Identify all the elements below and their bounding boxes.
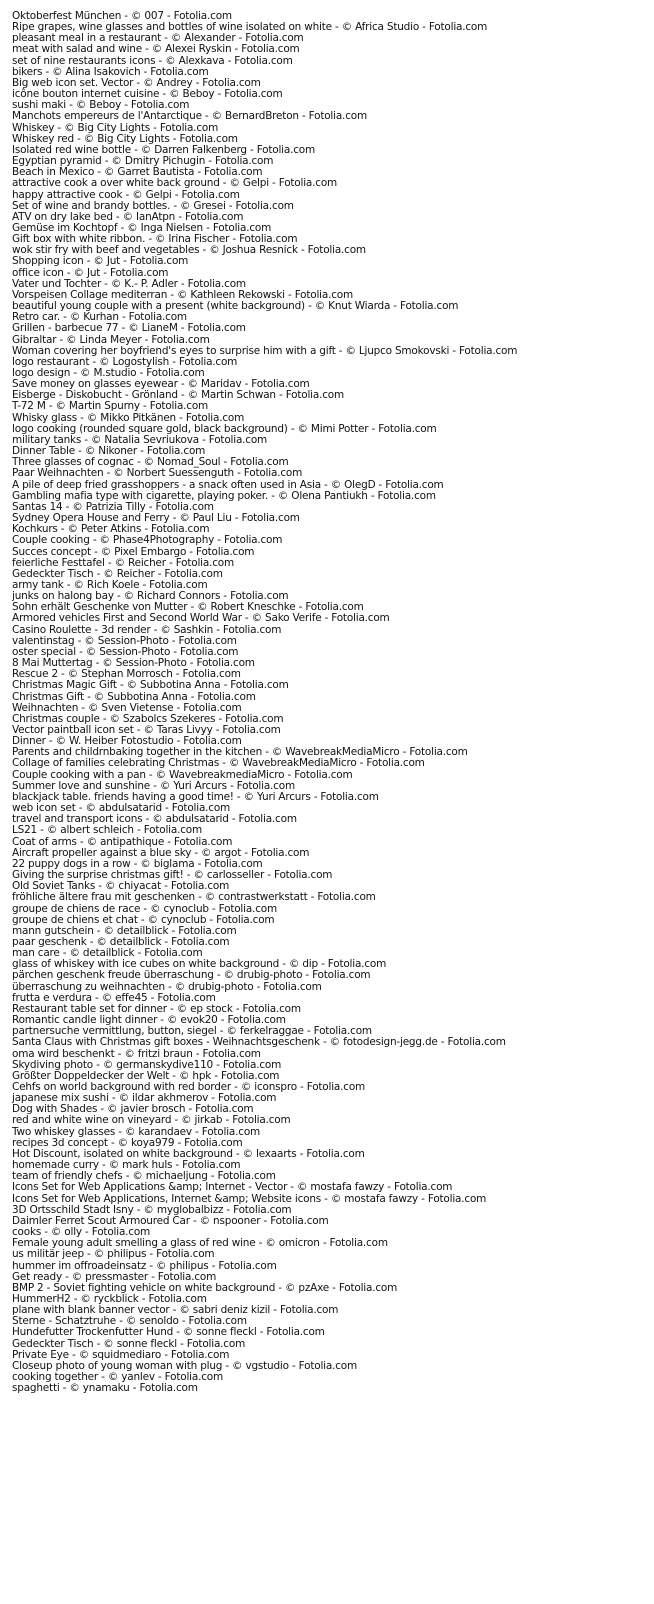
credit-line: Armored vehicles First and Second World War - © Sako Verife - Fotolia.com [12, 612, 390, 625]
credit-line: Grillen - barbecue 77 - © LianeM - Fotolia.com [12, 322, 246, 335]
credit-line: Santas 14 - © Patrizia Tilly - Fotolia.com [12, 500, 214, 513]
credit-line: Succes concept - © Pixel Embargo - Fotolia.com [12, 545, 255, 558]
credit-line: Rescue 2 - © Stephan Morrosch - Fotolia.com [12, 668, 241, 681]
credit-line: logo restaurant - © Logostylish - Fotolia.com [12, 355, 238, 368]
credit-line: plane with blank banner vector - © sabri deniz kizil - Fotolia.com [12, 1304, 339, 1317]
credit-line: frutta e verdura - © effe45 - Fotolia.com [12, 991, 216, 1004]
credit-line: Daimler Ferret Scout Armoured Car - © nspooner - Fotolia.com [12, 1214, 329, 1227]
credit-line: homemade curry - © mark huls - Fotolia.com [12, 1159, 241, 1172]
credit-line: sushi maki - © Beboy - Fotolia.com [12, 99, 190, 112]
credit-line: Vector paintball icon set - © Taras Livyy - Fotolia.com [12, 724, 281, 736]
credit-line: Kochkurs - © Peter Atkins - Fotolia.com [12, 523, 210, 536]
credit-line: happy attractive cook - © Gelpi - Fotolia.com [12, 188, 240, 201]
credit-line: Weihnachten - © Sven Vietense - Fotolia.com [12, 701, 242, 714]
credit-line: Gibraltar - © Linda Meyer - Fotolia.com [12, 333, 210, 346]
credit-line: Gedeckter Tisch - © Reicher - Fotolia.com [12, 567, 223, 580]
credit-line: wok stir fry with beef and vegetables - © Joshua Resnick - Fotolia.com [12, 244, 366, 257]
credit-line: fröhliche ältere frau mit geschenken - © contrastwerkstatt - Fotolia.com [12, 891, 376, 904]
credit-line: travel and transport icons - © abdulsatarid - Fotolia.com [12, 813, 297, 826]
credit-line: HummerH2 - © ryckblick - Fotolia.com [12, 1292, 207, 1305]
credit-line: Ripe grapes, wine glasses and bottles of wine isolated on white - © Africa Studio - Fotolia.com [12, 21, 488, 34]
credit-line: Parents and childrnbaking together in the kitchen - © WavebreakMediaMicro - Fotolia.com [12, 746, 468, 759]
credit-line: Manchots empereurs de l'Antarctique - © BernardBreton - Fotolia.com [12, 110, 367, 123]
credit-line: Gedeckter Tisch - © sonne fleckl - Fotolia.com [12, 1337, 246, 1350]
credit-line: glass of whiskey with ice cubes on white background - © dip - Fotolia.com [12, 958, 387, 971]
credit-line: Christmas Magic Gift - © Subbotina Anna - Fotolia.com [12, 679, 289, 692]
credit-line: icône bouton internet cuisine - © Beboy - Fotolia.com [12, 88, 283, 101]
credit-line: beautiful young couple with a present (white background) - © Knut Wiarda - Fotolia.com [12, 300, 459, 313]
credit-line: red and white wine on vineyard - © jirkab - Fotolia.com [12, 1114, 291, 1127]
credit-line: blackjack table. friends having a good time! - © Yuri Arcurs - Fotolia.com [12, 790, 379, 803]
credit-line: Gemüse im Kochtopf - © Inga Nielsen - Fotolia.com [12, 221, 272, 234]
credit-line: bikers - © Alina Isakovich - Fotolia.com [12, 65, 209, 78]
credit-line: Coat of arms - © antipathique - Fotolia.com [12, 835, 233, 848]
credit-line: Icons Set for Web Applications &amp; Internet - Vector - © mostafa fawzy - Fotolia.com [12, 1181, 453, 1194]
credit-line: Couple cooking - © Phase4Photography - Fotolia.com [12, 534, 283, 547]
credit-line: Vater und Tochter - © K.- P. Adler - Fotolia.com [12, 277, 246, 290]
credit-line: Old Soviet Tanks - © chiyacat - Fotolia.com [12, 880, 230, 893]
credit-line: oma wird beschenkt - © fritzi braun - Fotolia.com [12, 1047, 261, 1060]
credit-line: groupe de chiens et chat - © cynoclub - Fotolia.com [12, 913, 275, 926]
credit-line: office icon - © Jut - Fotolia.com [12, 266, 169, 279]
credit-line: Egyptian pyramid - © Dmitry Pichugin - Fotolia.com [12, 155, 274, 168]
credit-line: partnersuche vermittlung, button, siegel - © ferkelraggae - Fotolia.com [12, 1025, 372, 1038]
credit-line: meat with salad and wine - © Alexei Ryskin - Fotolia.com [12, 43, 300, 56]
credit-line: Aircraft propeller against a blue sky - © argot - Fotolia.com [12, 846, 310, 859]
credit-line: Set of wine and brandy bottles. - © Gresei - Fotolia.com [12, 199, 294, 212]
credit-line: set of nine restaurants icons - © Alexkava - Fotolia.com [12, 54, 293, 67]
credit-line: Giving the surprise christmas gift! - © carlosseller - Fotolia.com [12, 869, 333, 882]
credit-line: valentinstag - © Session-Photo - Fotolia.com [12, 634, 237, 647]
credit-line: Eisberge - Diskobucht - Grönland - © Martin Schwan - Fotolia.com [12, 389, 344, 402]
credit-line: Beach in Mexico - © Garret Bautista - Fotolia.com [12, 166, 263, 179]
credit-line: ATV on dry lake bed - © IanAtpn - Fotolia.com [12, 210, 244, 223]
credit-line: Retro car. - © Kurhan - Fotolia.com [12, 311, 187, 324]
credit-line: Whiskey - © Big City Lights - Fotolia.com [12, 121, 219, 134]
credit-line: Größter Doppeldecker der Welt - © hpk - Fotolia.com [12, 1069, 280, 1082]
credit-line: BMP 2 - Soviet fighting vehicle on white background - © pzAxe - Fotolia.com [12, 1281, 398, 1294]
credit-line: Oktoberfest München - © 007 - Fotolia.com [12, 10, 232, 22]
credit-line: Female young adult smelling a glass of red wine - © omicron - Fotolia.com [12, 1237, 388, 1250]
credit-line: Save money on glasses eyewear - © Maridav - Fotolia.com [12, 378, 310, 391]
credit-line: japanese mix sushi - © ildar akhmerov - Fotolia.com [12, 1092, 277, 1105]
credit-line: feierliche Festtafel - © Reicher - Fotolia.com [12, 556, 234, 569]
credit-line: Vorspeisen Collage mediterran - © Kathleen Rekowski - Fotolia.com [12, 288, 353, 301]
credit-line: cooks - © olly - Fotolia.com [12, 1226, 151, 1239]
credit-line: Collage of families celebrating Christmas - © WavebreakMediaMicro - Fotolia.com [12, 757, 425, 770]
credit-line: Sydney Opera House and Ferry - © Paul Liu - Fotolia.com [12, 512, 300, 525]
credit-line: junks on halong bay - © Richard Connors - Fotolia.com [12, 590, 289, 603]
credit-line: 3D Ortsschild Stadt Isny - © myglobalbizz - Fotolia.com [12, 1203, 292, 1216]
credit-line: Dog with Shades - © javier brosch - Fotolia.com [12, 1103, 254, 1116]
credit-line: Paar Weihnachten - © Norbert Suessenguth - Fotolia.com [12, 467, 303, 480]
credit-line: Hot Discount, isolated on white background - © lexaarts - Fotolia.com [12, 1147, 365, 1160]
credit-line: logo design - © M.studio - Fotolia.com [12, 367, 205, 379]
credit-line: spaghetti - © ynamaku - Fotolia.com [12, 1382, 198, 1395]
credit-line: Sohn erhält Geschenke von Mutter - © Robert Kneschke - Fotolia.com [12, 601, 364, 614]
credit-line: man care - © detailblick - Fotolia.com [12, 947, 203, 960]
credit-line: 8 Mai Muttertag - © Session-Photo - Fotolia.com [12, 657, 255, 670]
credit-line: LS21 - © albert schleich - Fotolia.com [12, 824, 202, 837]
credit-line: army tank - © Rich Koele - Fotolia.com [12, 578, 208, 591]
credit-line: Whiskey red - © Big City Lights - Fotolia.com [12, 132, 238, 145]
credit-line: groupe de chiens de race - © cynoclub - Fotolia.com [12, 902, 277, 915]
credit-line: cooking together - © yanlev - Fotolia.com [12, 1371, 223, 1384]
credit-line: attractive cook a over white back ground - © Gelpi - Fotolia.com [12, 177, 338, 190]
credit-line: pleasant meal in a restaurant - © Alexander - Fotolia.com [12, 32, 304, 45]
credit-line: Hundefutter Trockenfutter Hund - © sonne fleckl - Fotolia.com [12, 1326, 325, 1339]
credit-line: Closeup photo of young woman with plug - © vgstudio - Fotolia.com [12, 1359, 357, 1372]
credit-line: recipes 3d concept - © koya979 - Fotolia.com [12, 1136, 243, 1149]
credit-line: Casino Roulette - 3d render - © Sashkin - Fotolia.com [12, 623, 282, 636]
credit-line: Three glasses of cognac - © Nomad_Soul - Fotolia.com [12, 456, 289, 469]
credit-line: Get ready - © pressmaster - Fotolia.com [12, 1270, 217, 1283]
credit-line: us militär jeep - © philipus - Fotolia.com [12, 1248, 215, 1261]
credit-line: Couple cooking with a pan - © WavebreakmediaMicro - Fotolia.com [12, 768, 353, 781]
credit-line: Gambling mafia type with cigarette, playing poker. - © Olena Pantiukh - Fotolia.com [12, 489, 436, 502]
credit-line: Isolated red wine bottle - © Darren Falkenberg - Fotolia.com [12, 143, 315, 156]
credit-line: Restaurant table set for dinner - © ep stock - Fotolia.com [12, 1002, 301, 1015]
credit-line: Santa Claus with Christmas gift boxes - Weihnachtsgeschenk - © fotodesign-jegg.de - Fotolia.com [12, 1036, 506, 1049]
credit-line: T-72 M - © Martin Spurny - Fotolia.com [12, 400, 209, 413]
credit-line: Icons Set for Web Applications, Internet &amp; Website icons - © mostafa fawzy - Fotolia.com [12, 1192, 487, 1205]
credit-line: Big web icon set. Vector - © Andrey - Fotolia.com [12, 76, 261, 89]
credit-line: Whisky glass - © Mikko Pitkänen - Fotolia.com [12, 411, 245, 424]
credit-line: Shopping icon - © Jut - Fotolia.com [12, 255, 189, 268]
credit-line: Private Eye - © squidmediaro - Fotolia.com [12, 1348, 230, 1361]
credit-line: paar geschenk - © detailblick - Fotolia.com [12, 935, 230, 948]
credit-line: Dinner Table - © Nikoner - Fotolia.com [12, 445, 206, 458]
credit-line: Woman covering her boyfriend's eyes to surprise him with a gift - © Ljupco Smokovski - Fotolia.com [12, 344, 518, 357]
credit-line: Skydiving photo - © germanskydive110 - Fotolia.com [12, 1058, 282, 1071]
credit-line: Romantic candle light dinner - © evok20 - Fotolia.com [12, 1014, 286, 1027]
credit-line: pärchen geschenk freude überraschung - © drubig-photo - Fotolia.com [12, 969, 371, 982]
credit-line: A pile of deep fried grasshoppers - a snack often used in Asia - © OlegD - Fotolia.com [12, 478, 444, 491]
credit-line: Sterne - Schatztruhe - © senoldo - Fotolia.com [12, 1315, 247, 1328]
credit-line: oster special - © Session-Photo - Fotolia.com [12, 645, 239, 658]
credit-line: überraschung zu weihnachten - © drubig-photo - Fotolia.com [12, 980, 322, 993]
credit-line: hummer im offroadeinsatz - © philipus - Fotolia.com [12, 1259, 277, 1272]
credit-line: team of friendly chefs - © michaeljung - Fotolia.com [12, 1170, 276, 1183]
credit-line: Cehfs on world background with red border - © iconspro - Fotolia.com [12, 1081, 366, 1093]
credit-line: mann gutschein - © detailblick - Fotolia.com [12, 924, 237, 937]
credit-line: Gift box with white ribbon. - © Irina Fischer - Fotolia.com [12, 233, 298, 246]
credit-line: Christmas couple - © Szabolcs Szekeres - Fotolia.com [12, 712, 284, 725]
credit-line: Summer love and sunshine - © Yuri Arcurs - Fotolia.com [12, 779, 295, 792]
credit-line: Christmas Gift - © Subbotina Anna - Fotolia.com [12, 690, 256, 703]
credit-line: logo cooking (rounded square gold, black background) - © Mimi Potter - Fotolia.com [12, 422, 437, 435]
credit-line: 22 puppy dogs in a row - © biglama - Fotolia.com [12, 857, 263, 870]
credit-line: Dinner - © W. Heiber Fotostudio - Fotolia.com [12, 735, 242, 748]
credit-line: web icon set - © abdulsatarid - Fotolia.com [12, 802, 231, 815]
credit-line: military tanks - © Natalia Sevriukova - Fotolia.com [12, 433, 268, 446]
credit-line: Two whiskey glasses - © karandaev - Fotolia.com [12, 1125, 261, 1138]
